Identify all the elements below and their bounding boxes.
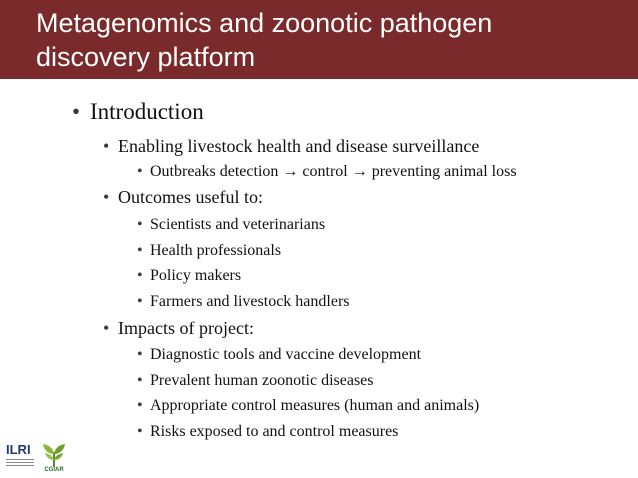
- bullet-text: Diagnostic tools and vaccine development: [150, 346, 422, 363]
- bullet-text: Health professionals: [150, 242, 282, 259]
- slide-title: [36, 6, 626, 74]
- bullet-impact-item: [137, 423, 399, 441]
- bullet-dot-icon: •: [137, 372, 143, 389]
- bullet-dot-icon: •: [103, 318, 110, 338]
- bullet-introduction: [72, 99, 204, 125]
- bullet-dot-icon: •: [137, 267, 143, 284]
- ilri-logo: [6, 442, 34, 472]
- bullet-impacts: [103, 318, 254, 339]
- bullet-dot-icon: •: [103, 136, 110, 156]
- bullet-text: Outbreaks detection → control → preventing animal loss: [150, 163, 517, 180]
- bullet-dot-icon: •: [137, 163, 143, 180]
- bullet-text: Impacts of project:: [118, 318, 254, 338]
- bullet-text: Risks exposed to and control measures: [150, 423, 399, 440]
- bullet-dot-icon: •: [137, 216, 143, 233]
- slide-title-line-2: discovery platform: [36, 42, 256, 72]
- bullet-text: Outcomes useful to:: [118, 187, 263, 207]
- ilri-logo-text: ILRI: [6, 442, 31, 457]
- bullet-text: Policy makers: [150, 267, 242, 284]
- bullet-text: Farmers and livestock handlers: [150, 293, 350, 310]
- bullet-outcomes: [103, 187, 263, 208]
- bullet-outcome-item: [137, 293, 350, 311]
- slide-title-line-1: Metagenomics and zoonotic pathogen: [36, 8, 493, 38]
- bullet-dot-icon: •: [103, 187, 110, 207]
- bullet-text: Scientists and veterinarians: [150, 216, 326, 233]
- bullet-dot-icon: •: [137, 242, 143, 259]
- bullet-dot-icon: •: [137, 293, 143, 310]
- bullet-impact-item: [137, 397, 480, 415]
- ilri-logo-tagline-lines: [6, 459, 34, 469]
- bullet-outcome-item: [137, 216, 326, 234]
- bullet-text: Appropriate control measures (human and animals): [150, 397, 480, 414]
- bullet-dot-icon: •: [137, 397, 143, 414]
- bullet-impact-item: [137, 346, 422, 364]
- bullet-text: Enabling livestock health and disease surveillance: [118, 136, 480, 156]
- cgiar-logo-text: CGIAR: [44, 467, 64, 473]
- cgiar-leaf-icon: [40, 442, 68, 468]
- bullet-enabling: [103, 136, 480, 157]
- bullet-outbreaks: [137, 163, 517, 181]
- bullet-text: Introduction: [90, 99, 204, 124]
- bullet-impact-item: [137, 372, 374, 390]
- title-bar: [0, 0, 638, 79]
- bullet-outcome-item: [137, 242, 282, 260]
- bullet-outcome-item: [137, 267, 242, 285]
- bullet-dot-icon: •: [137, 423, 143, 440]
- bullet-text: Prevalent human zoonotic diseases: [150, 372, 374, 389]
- bullet-dot-icon: •: [137, 346, 143, 363]
- cgiar-logo: [40, 442, 68, 476]
- bullet-dot-icon: •: [72, 99, 81, 124]
